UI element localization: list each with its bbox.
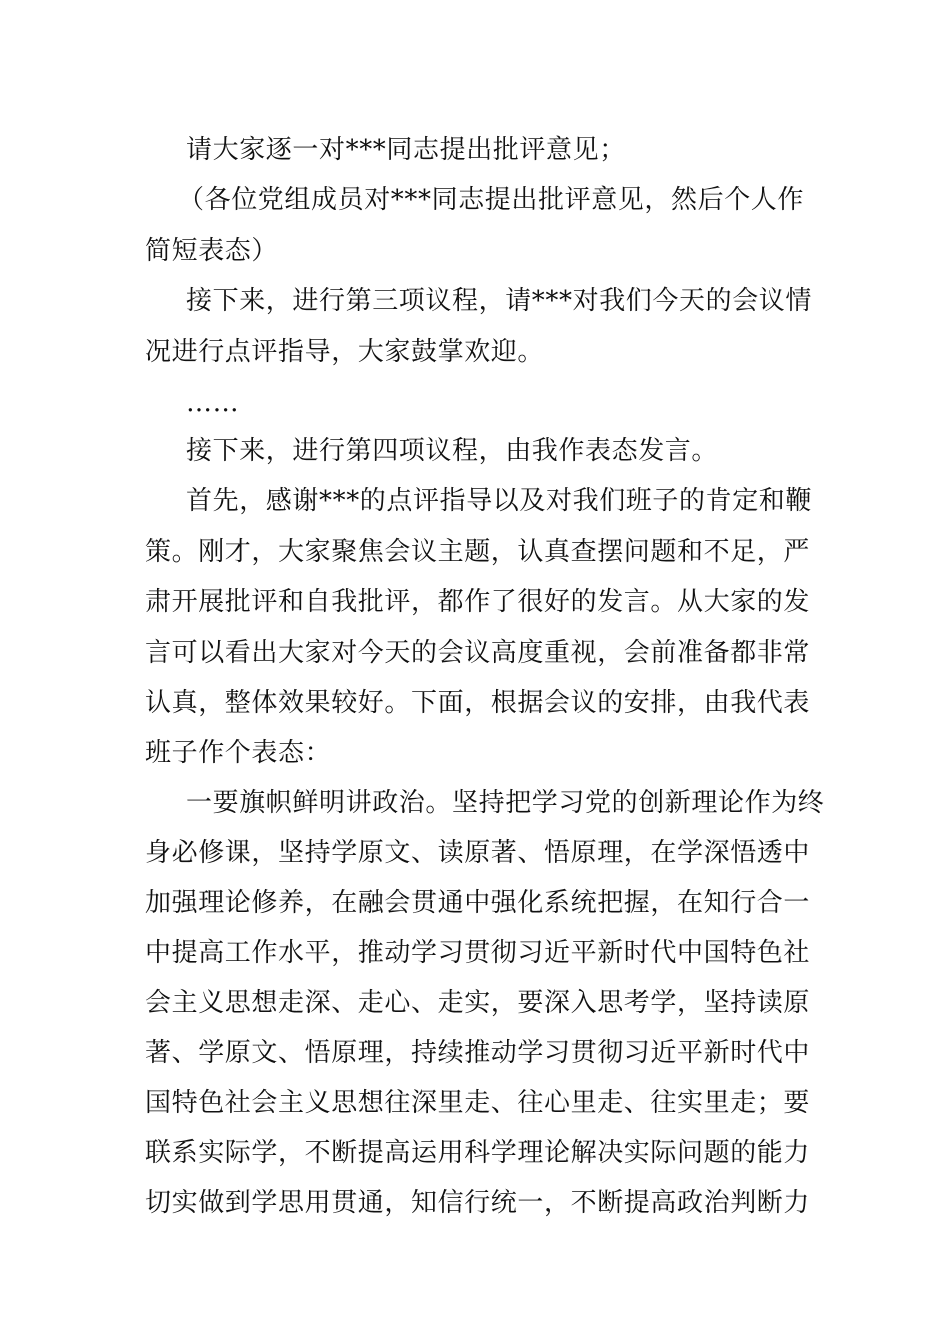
- text-line-15: 身必修课，坚持学原文、读原著、悟原理，在学深悟透中: [145, 838, 811, 868]
- text-line-2: （各位党组成员对***同志提出批评意见，然后个人作: [178, 185, 805, 215]
- text-line-20: 国特色社会主义思想往深里走、往心里走、往实里走；要: [145, 1088, 811, 1118]
- text-line-5: 况进行点评指导，大家鼓掌欢迎。: [145, 337, 545, 367]
- text-line-8: 首先，感谢***的点评指导以及对我们班子的肯定和鞭: [186, 486, 813, 516]
- text-line-4: 接下来，进行第三项议程，请***对我们今天的会议情: [186, 286, 813, 316]
- text-line-19: 著、学原文、悟原理，持续推动学习贯彻习近平新时代中: [145, 1038, 811, 1068]
- text-line-13: 班子作个表态：: [145, 738, 332, 768]
- text-line-21: 联系实际学，不断提高运用科学理论解决实际问题的能力: [145, 1138, 811, 1168]
- text-line-7: 接下来，进行第四项议程，由我作表态发言。: [186, 436, 719, 466]
- text-line-6: ……: [186, 388, 240, 418]
- text-line-22: 切实做到学思用贯通，知信行统一，不断提高政治判断力: [145, 1188, 811, 1218]
- text-line-3: 简短表态）: [145, 236, 279, 266]
- text-line-12: 认真，整体效果较好。下面，根据会议的安排，由我代表: [145, 688, 811, 718]
- text-line-1: 请大家逐一对***同志提出批评意见；: [186, 135, 626, 165]
- text-line-9: 策。刚才，大家聚焦会议主题，认真查摆问题和不足，严: [145, 537, 811, 567]
- text-line-11: 言可以看出大家对今天的会议高度重视，会前准备都非常: [145, 638, 811, 668]
- text-line-18: 会主义思想走深、走心、走实，要深入思考学，坚持读原: [145, 988, 811, 1018]
- text-line-10: 肃开展批评和自我批评，都作了很好的发言。从大家的发: [145, 587, 811, 617]
- text-line-16: 加强理论修养，在融会贯通中强化系统把握，在知行合一: [145, 888, 811, 918]
- text-line-17: 中提高工作水平，推动学习贯彻习近平新时代中国特色社: [145, 938, 811, 968]
- text-line-14: 一要旗帜鲜明讲政治。坚持把学习党的创新理论作为终: [186, 788, 825, 818]
